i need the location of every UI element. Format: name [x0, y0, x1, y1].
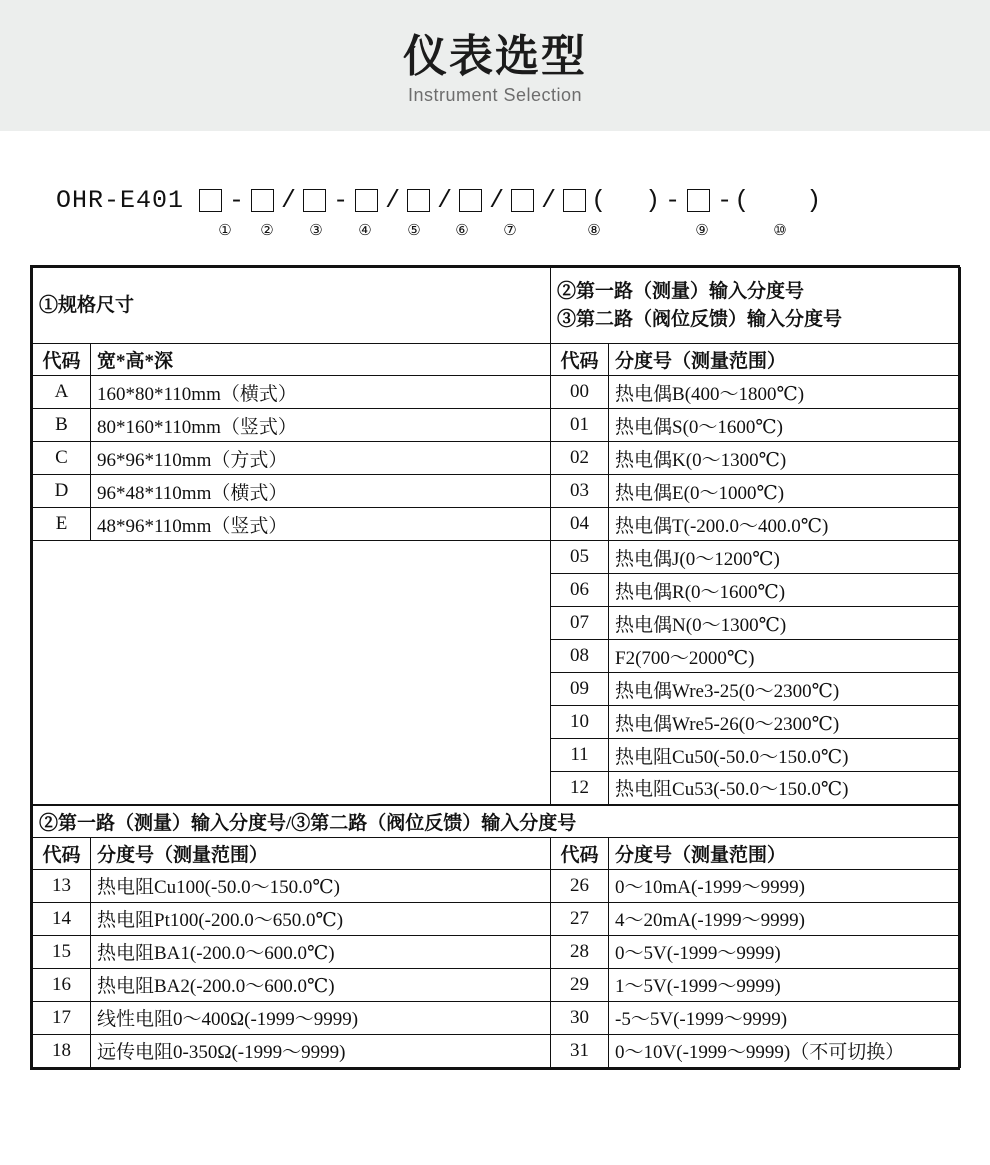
code-sep-dash-4: -: [717, 185, 733, 215]
section3-left-col-code: 代码: [33, 837, 91, 869]
page-subtitle: Instrument Selection: [407, 85, 583, 106]
section2-col-code: 代码: [551, 344, 609, 376]
code-box-6[interactable]: [459, 189, 482, 212]
section2-desc: 热电阻Cu53(-50.0～150.0℃): [609, 772, 961, 805]
code-box-1[interactable]: [199, 189, 222, 212]
section3-right-desc: 0～10V(-1999～9999)（不可切换）: [609, 1034, 961, 1067]
marker-6: ⑥: [455, 222, 469, 239]
table-row: [33, 475, 961, 508]
marker-1: ①: [218, 222, 232, 239]
selection-table: [30, 265, 960, 1070]
section2-desc: 热电偶J(0～1200℃): [609, 541, 961, 574]
section2-desc: 热电阻Cu50(-50.0～150.0℃): [609, 739, 961, 772]
table-row: [33, 1001, 961, 1034]
code-box-8[interactable]: [563, 189, 586, 212]
code-box-4[interactable]: [355, 189, 378, 212]
section2-col-desc: 分度号（测量范围）: [609, 344, 961, 376]
section2-code: 04: [551, 508, 609, 541]
model-marker-row: [56, 219, 990, 241]
section2-desc: 热电偶K(0～1300℃): [609, 442, 961, 475]
table-row: [33, 508, 961, 541]
section2-code: 09: [551, 673, 609, 706]
model-code-line: [56, 183, 990, 217]
marker-7: ⑦: [503, 222, 517, 239]
marker-4: ④: [358, 222, 372, 239]
section1-desc: 96*48*110mm（横式）: [91, 475, 551, 508]
code-box-2[interactable]: [251, 189, 274, 212]
page-title: 仪表选型: [403, 31, 587, 81]
code-sep-slash-2: /: [385, 185, 401, 215]
section3-right-code: 27: [551, 902, 609, 935]
table-row: [33, 1034, 961, 1067]
marker-5: ⑤: [407, 222, 421, 239]
section3-right-desc: 1～5V(-1999～9999): [609, 968, 961, 1001]
section3-right-code: 31: [551, 1034, 609, 1067]
section3-header: ②第一路（测量）输入分度号/③第二路（阀位反馈）输入分度号: [33, 805, 961, 838]
section3-left-desc: 热电阻BA1(-200.0～600.0℃): [91, 935, 551, 968]
section2-code: 11: [551, 739, 609, 772]
section1-desc: 96*96*110mm（方式）: [91, 442, 551, 475]
table-row: [33, 837, 961, 869]
section1-blank-area: [33, 541, 551, 805]
section3-left-code: 14: [33, 902, 91, 935]
section2-desc: 热电偶T(-200.0～400.0℃): [609, 508, 961, 541]
section2-code: 00: [551, 376, 609, 409]
section2-header-line2: ③第二路（阀位反馈）输入分度号: [557, 308, 843, 330]
code-sep-dash-2: -: [333, 185, 349, 215]
table-row: [33, 869, 961, 902]
section2-code: 03: [551, 475, 609, 508]
code-paren-1: ( ): [591, 185, 664, 215]
model-code-area: [0, 183, 990, 255]
marker-10: ⑩: [773, 222, 787, 239]
section3-left-desc: 热电阻BA2(-200.0～600.0℃): [91, 968, 551, 1001]
section2-desc: 热电偶Wre5-26(0～2300℃): [609, 706, 961, 739]
section2-desc: 热电偶R(0～1600℃): [609, 574, 961, 607]
section3-left-desc: 线性电阻0～400Ω(-1999～9999): [91, 1001, 551, 1034]
section2-desc: 热电偶E(0～1000℃): [609, 475, 961, 508]
section1-desc: 160*80*110mm（横式）: [91, 376, 551, 409]
section3-right-desc: 0～5V(-1999～9999): [609, 935, 961, 968]
section3-right-code: 30: [551, 1001, 609, 1034]
section2-desc: 热电偶Wre3-25(0～2300℃): [609, 673, 961, 706]
marker-8: ⑧: [587, 222, 601, 239]
table-row: [33, 344, 961, 376]
section2-desc: 热电偶N(0～1300℃): [609, 607, 961, 640]
marker-3: ③: [309, 222, 323, 239]
section2-code: 12: [551, 772, 609, 805]
code-box-5[interactable]: [407, 189, 430, 212]
table-row: [33, 541, 961, 574]
section3-right-code: 29: [551, 968, 609, 1001]
section3-left-desc: 远传电阻0-350Ω(-1999～9999): [91, 1034, 551, 1067]
marker-9: ⑨: [695, 222, 709, 239]
section2-desc: 热电偶S(0～1600℃): [609, 409, 961, 442]
section3-right-code: 26: [551, 869, 609, 902]
model-prefix: OHR-E401: [56, 185, 185, 215]
section3-left-code: 13: [33, 869, 91, 902]
section1-code: A: [33, 376, 91, 409]
table-row: [33, 442, 961, 475]
section3-right-col-desc: 分度号（测量范围）: [609, 837, 961, 869]
section3-right-col-code: 代码: [551, 837, 609, 869]
section3-left-code: 18: [33, 1034, 91, 1067]
section2-code: 02: [551, 442, 609, 475]
code-box-9[interactable]: [687, 189, 710, 212]
code-sep-dash-1: -: [229, 185, 245, 215]
section3-right-desc: -5～5V(-1999～9999): [609, 1001, 961, 1034]
section3-left-desc: 热电阻Pt100(-200.0～650.0℃): [91, 902, 551, 935]
section1-desc: 80*160*110mm（竖式）: [91, 409, 551, 442]
code-box-3[interactable]: [303, 189, 326, 212]
section3-right-code: 28: [551, 935, 609, 968]
section2-code: 05: [551, 541, 609, 574]
section2-header-line1: ②第一路（测量）输入分度号: [557, 280, 805, 302]
section1-desc: 48*96*110mm（竖式）: [91, 508, 551, 541]
code-paren-2: ( ): [734, 185, 825, 215]
table-row: [33, 409, 961, 442]
section2-desc: 热电偶B(400～1800℃): [609, 376, 961, 409]
section2-header: [551, 268, 961, 344]
table-row: [33, 935, 961, 968]
section3-left-code: 17: [33, 1001, 91, 1034]
code-sep-slash-1: /: [281, 185, 297, 215]
code-sep-slash-5: /: [541, 185, 557, 215]
marker-2: ②: [260, 222, 274, 239]
section1-code: C: [33, 442, 91, 475]
section1-header: ①规格尺寸: [33, 268, 551, 344]
table-row: [33, 805, 961, 838]
code-sep-slash-4: /: [489, 185, 505, 215]
section3-left-col-desc: 分度号（测量范围）: [91, 837, 551, 869]
section3-right-desc: 4～20mA(-1999～9999): [609, 902, 961, 935]
section1-code: E: [33, 508, 91, 541]
section1-code: D: [33, 475, 91, 508]
section2-code: 07: [551, 607, 609, 640]
table-row: [33, 968, 961, 1001]
page-banner: [0, 0, 990, 131]
table-row: [33, 268, 961, 344]
section2-code: 06: [551, 574, 609, 607]
section2-desc: F2(700～2000℃): [609, 640, 961, 673]
code-box-7[interactable]: [511, 189, 534, 212]
section3-right-desc: 0～10mA(-1999～9999): [609, 869, 961, 902]
section2-code: 01: [551, 409, 609, 442]
section3-left-desc: 热电阻Cu100(-50.0～150.0℃): [91, 869, 551, 902]
section1-col-code: 代码: [33, 344, 91, 376]
table-row: [33, 902, 961, 935]
section3-left-code: 15: [33, 935, 91, 968]
section2-code: 08: [551, 640, 609, 673]
table-row: [33, 376, 961, 409]
section3-left-code: 16: [33, 968, 91, 1001]
code-sep-dash-3: -: [665, 185, 681, 215]
section1-code: B: [33, 409, 91, 442]
code-sep-slash-3: /: [437, 185, 453, 215]
section2-code: 10: [551, 706, 609, 739]
section1-col-desc: 宽*高*深: [91, 344, 551, 376]
